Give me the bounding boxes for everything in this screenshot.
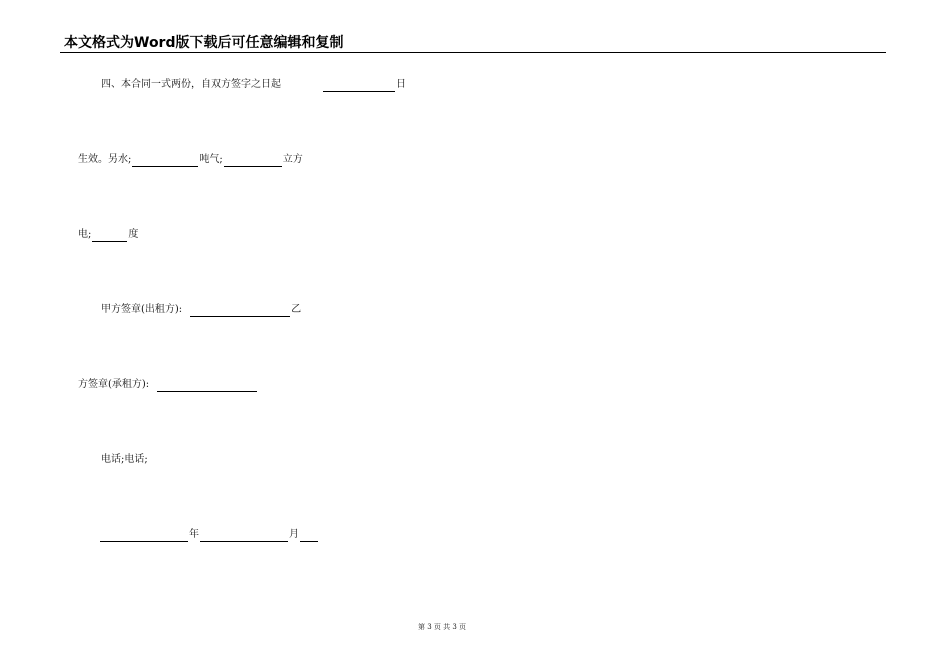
phone-line	[101, 453, 148, 467]
electricity-amount-blank	[92, 230, 127, 242]
degree-label: 度	[128, 229, 139, 240]
year-label: 年	[189, 529, 199, 540]
party-b-prefix: 乙	[291, 304, 302, 315]
clause-four-text: 四、本合同一式两份，自双方签字之日起	[101, 79, 281, 90]
party-b-signature-blank	[157, 380, 257, 392]
water-amount-blank	[132, 155, 198, 167]
clause-four-suffix: 日	[396, 79, 406, 90]
party-b-signature-label: 方签章(承租方):	[78, 379, 150, 390]
gas-label: 吨气;	[199, 154, 223, 165]
phone-labels: 电话;电话;	[101, 454, 148, 465]
effective-date-blank	[323, 80, 395, 92]
date-line	[100, 528, 319, 542]
electricity-label: 电;	[78, 229, 92, 240]
document-header-title: 本文格式为Word版下载后可任意编辑和复制	[64, 35, 344, 51]
year-blank	[100, 530, 188, 542]
page-number: 第 3 页 共 3 页	[417, 623, 467, 631]
cubic-meter-label: 立方	[282, 154, 303, 165]
electricity-line	[78, 228, 138, 242]
party-a-signature-label: 甲方签章(出租方):	[101, 304, 183, 315]
month-label: 月	[289, 529, 299, 540]
day-blank	[300, 530, 318, 542]
gas-amount-blank	[224, 155, 282, 167]
party-a-signature-blank	[190, 305, 290, 317]
utilities-line	[78, 153, 303, 167]
effect-water-label: 生效。另水;	[78, 154, 132, 165]
party-b-signature-line	[78, 378, 258, 392]
month-blank	[200, 530, 288, 542]
party-a-signature-line	[101, 303, 301, 317]
clause-four-line	[101, 78, 406, 92]
header-divider	[60, 52, 886, 53]
